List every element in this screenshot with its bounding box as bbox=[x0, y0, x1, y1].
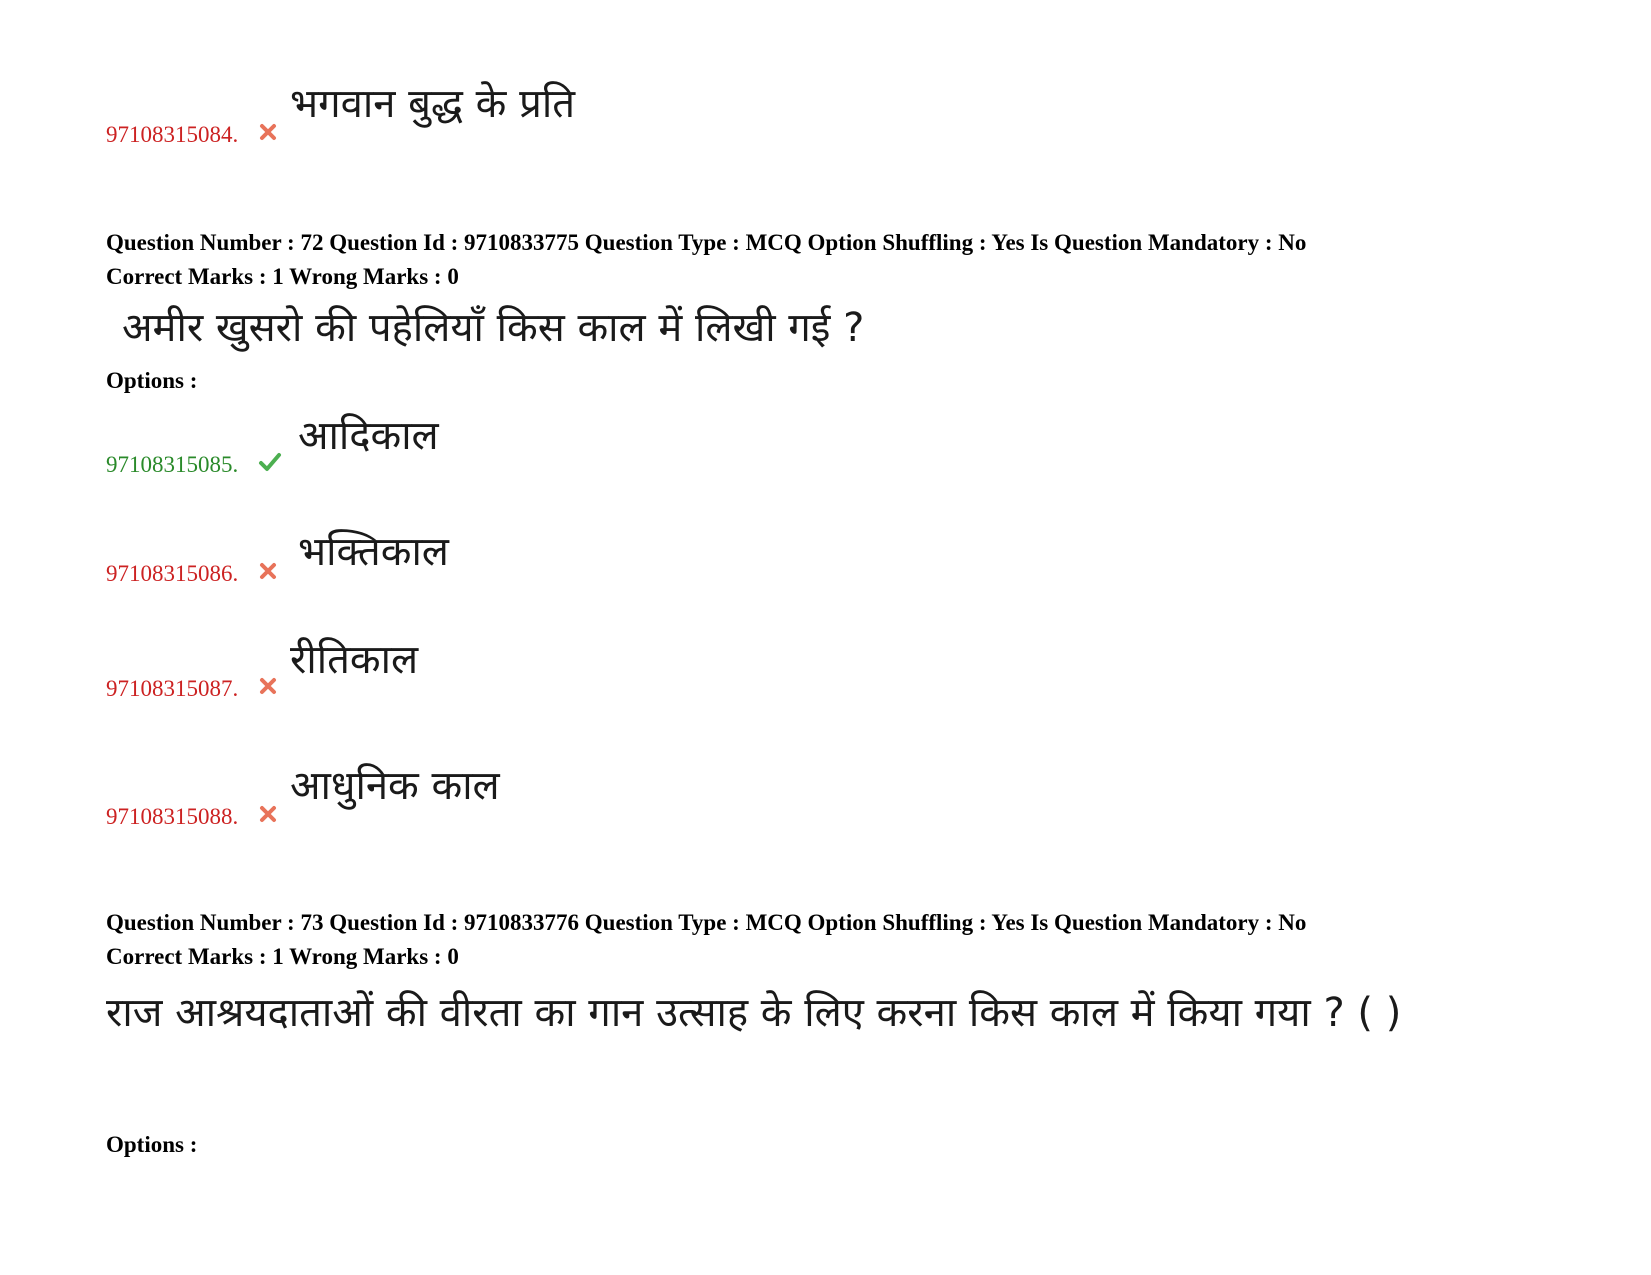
option-text: रीतिकाल bbox=[290, 637, 419, 683]
option-id: 97108315088. bbox=[106, 804, 239, 829]
question-meta-line2: Correct Marks : 1 Wrong Marks : 0 bbox=[106, 264, 459, 289]
option-text: आदिकाल bbox=[298, 413, 439, 459]
options-label: Options : bbox=[106, 368, 198, 393]
options-label: Options : bbox=[106, 1132, 198, 1157]
option-text: भक्तिकाल bbox=[298, 529, 449, 575]
question-meta-line1: Question Number : 72 Question Id : 9710833775 Question Type : MCQ Option Shuffling : Yes Is Question Mandatory : No bbox=[106, 230, 1307, 255]
cross-icon bbox=[258, 561, 278, 581]
cross-icon bbox=[258, 122, 278, 142]
option-id: 97108315086. bbox=[106, 561, 239, 586]
cross-icon bbox=[258, 676, 278, 696]
option-id: 97108315084. bbox=[106, 122, 239, 147]
question-meta-line2: Correct Marks : 1 Wrong Marks : 0 bbox=[106, 944, 459, 969]
cross-icon bbox=[258, 804, 278, 824]
question-text: राज आश्रयदाताओं की वीरता का गान उत्साह के लिए करना किस काल में किया गया ? ( ) bbox=[106, 990, 1402, 1036]
option-id: 97108315085. bbox=[106, 452, 239, 477]
option-text: आधुनिक काल bbox=[290, 763, 500, 809]
question-text: अमीर खुसरो की पहेलियाँ किस काल में लिखी गई ? bbox=[122, 305, 865, 351]
option-text: भगवान बुद्ध के प्रति bbox=[290, 81, 576, 127]
option-id: 97108315087. bbox=[106, 676, 239, 701]
question-meta-line1: Question Number : 73 Question Id : 9710833776 Question Type : MCQ Option Shuffling : Yes Is Question Mandatory : No bbox=[106, 910, 1307, 935]
check-icon bbox=[258, 452, 282, 472]
